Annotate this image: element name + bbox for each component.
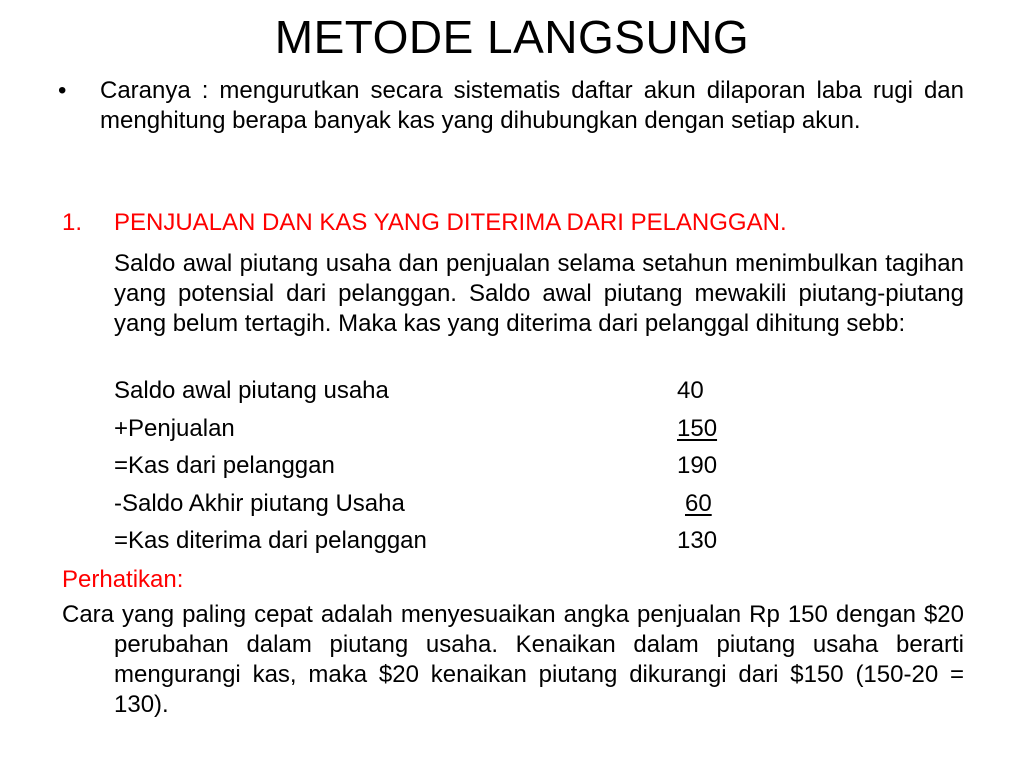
calc-value: 150 (677, 414, 718, 442)
note-paragraph (62, 600, 964, 720)
calc-value: 130 (677, 527, 718, 554)
bullet-icon: • (58, 77, 67, 104)
note-heading: Perhatikan: (62, 566, 184, 593)
calc-row (114, 526, 814, 564)
calc-row (114, 451, 814, 489)
calc-value: 190 (677, 452, 718, 479)
bullet-item (58, 76, 964, 136)
calc-label: +Penjualan (114, 414, 235, 442)
calc-value: 60 (685, 489, 712, 517)
calc-label: =Kas diterima dari pelanggan (114, 527, 427, 554)
bullet-text: Caranya : mengurutkan secara sistematis daftar akun dilaporan laba rugi dan menghitung berapa banyak kas yang dihubungkan dengan setiap akun. (100, 77, 964, 134)
calc-row (114, 376, 814, 414)
section-paragraph: Saldo awal piutang usaha dan penjualan selama setahun menimbulkan tagihan yang potensial dari pelanggan. Saldo awal piutang mewakili piutang-piutang yang belum tertagih. Maka kas yang diterima dari pelanggal dihitung sebb: (114, 250, 964, 337)
note-text: Cara yang paling cepat adalah menyesuaikan angka penjualan Rp 150 dengan $20 perubahan dalam piutang usaha. Kenaikan dalam piutang usaha berarti mengurangi kas, maka $20 kenaikan piutang dikurangi dari $150 (150-20 = 130). (62, 601, 964, 718)
calc-label: =Kas dari pelanggan (114, 452, 335, 479)
section-number: 1. (62, 209, 83, 236)
calc-value: 40 (677, 377, 704, 404)
calc-label: -Saldo Akhir piutang Usaha (114, 489, 405, 517)
slide-title: METODE LANGSUNG (274, 11, 750, 63)
calc-row (114, 489, 814, 527)
calc-label: Saldo awal piutang usaha (114, 377, 389, 404)
section-heading (62, 208, 964, 238)
section-heading-text: PENJUALAN DAN KAS YANG DITERIMA DARI PELANGGAN. (114, 209, 787, 236)
calc-row (114, 414, 814, 452)
calculation-table (114, 376, 814, 564)
